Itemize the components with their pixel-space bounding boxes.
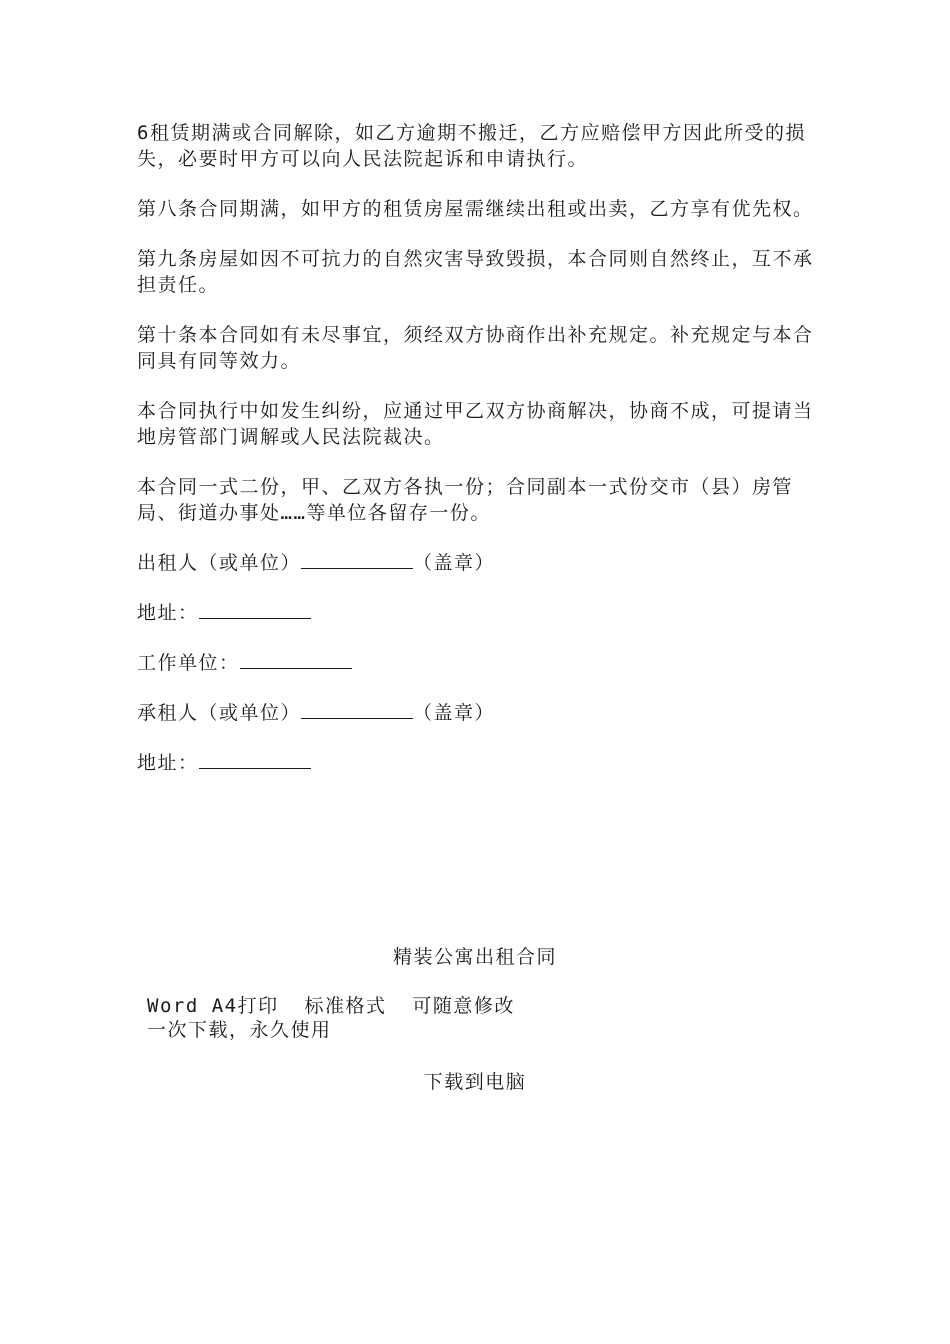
lessee-address-line: [137, 750, 817, 776]
lessor-address-blank: [199, 600, 311, 619]
lessor-seal-label: （盖章）: [413, 552, 496, 574]
lessee-address-label: 地址：: [137, 752, 199, 774]
lessor-address-line: [137, 600, 817, 626]
promo-description: [147, 994, 515, 1042]
document-body: [137, 120, 817, 800]
paragraph-clause-6: 6租赁期满或合同解除，如乙方逾期不搬迁，乙方应赔偿甲方因此所受的损失，必要时甲方可以向人民法院起诉和申请执行。: [137, 122, 806, 170]
promo-line-format: Word A4打印 标准格式 可随意修改: [147, 995, 515, 1017]
paragraph-copies: 本合同一式二份，甲、乙双方各执一份；合同副本一式份交市（县）房管局、街道办事处……等单位各留存一份。: [137, 476, 794, 524]
lessee-signature-line: [137, 700, 817, 726]
lessor-address-label: 地址：: [137, 602, 199, 624]
work-unit-label: 工作单位：: [137, 652, 240, 674]
download-to-pc-link[interactable]: 下载到电脑: [423, 1071, 527, 1093]
lessor-signature-line: [137, 550, 817, 576]
lessee-blank: [301, 700, 413, 719]
lessee-label: 承租人（或单位）: [137, 702, 302, 724]
paragraph-article-8: 第八条合同期满，如甲方的租赁房屋需继续出租或出卖，乙方享有优先权。: [137, 198, 814, 220]
paragraph-article-9: 第九条房屋如因不可抗力的自然灾害导致毁损，本合同则自然终止，互不承担责任。: [137, 248, 814, 296]
lessor-label: 出租人（或单位）: [137, 552, 302, 574]
paragraph-article-10: 第十条本合同如有未尽事宜，须经双方协商作出补充规定。补充规定与本合同具有同等效力。: [137, 324, 814, 372]
promo-line-usage: 一次下载，永久使用: [147, 1019, 332, 1041]
promo-title: 精装公寓出租合同: [392, 946, 557, 968]
work-unit-blank: [240, 650, 352, 669]
lessee-seal-label: （盖章）: [413, 702, 496, 724]
lessee-address-blank: [199, 750, 311, 769]
paragraph-dispute: 本合同执行中如发生纠纷，应通过甲乙双方协商解决，协商不成，可提请当地房管部门调解或人民法院裁决。: [137, 400, 814, 448]
lessor-blank: [301, 550, 413, 569]
work-unit-line: [137, 650, 817, 676]
